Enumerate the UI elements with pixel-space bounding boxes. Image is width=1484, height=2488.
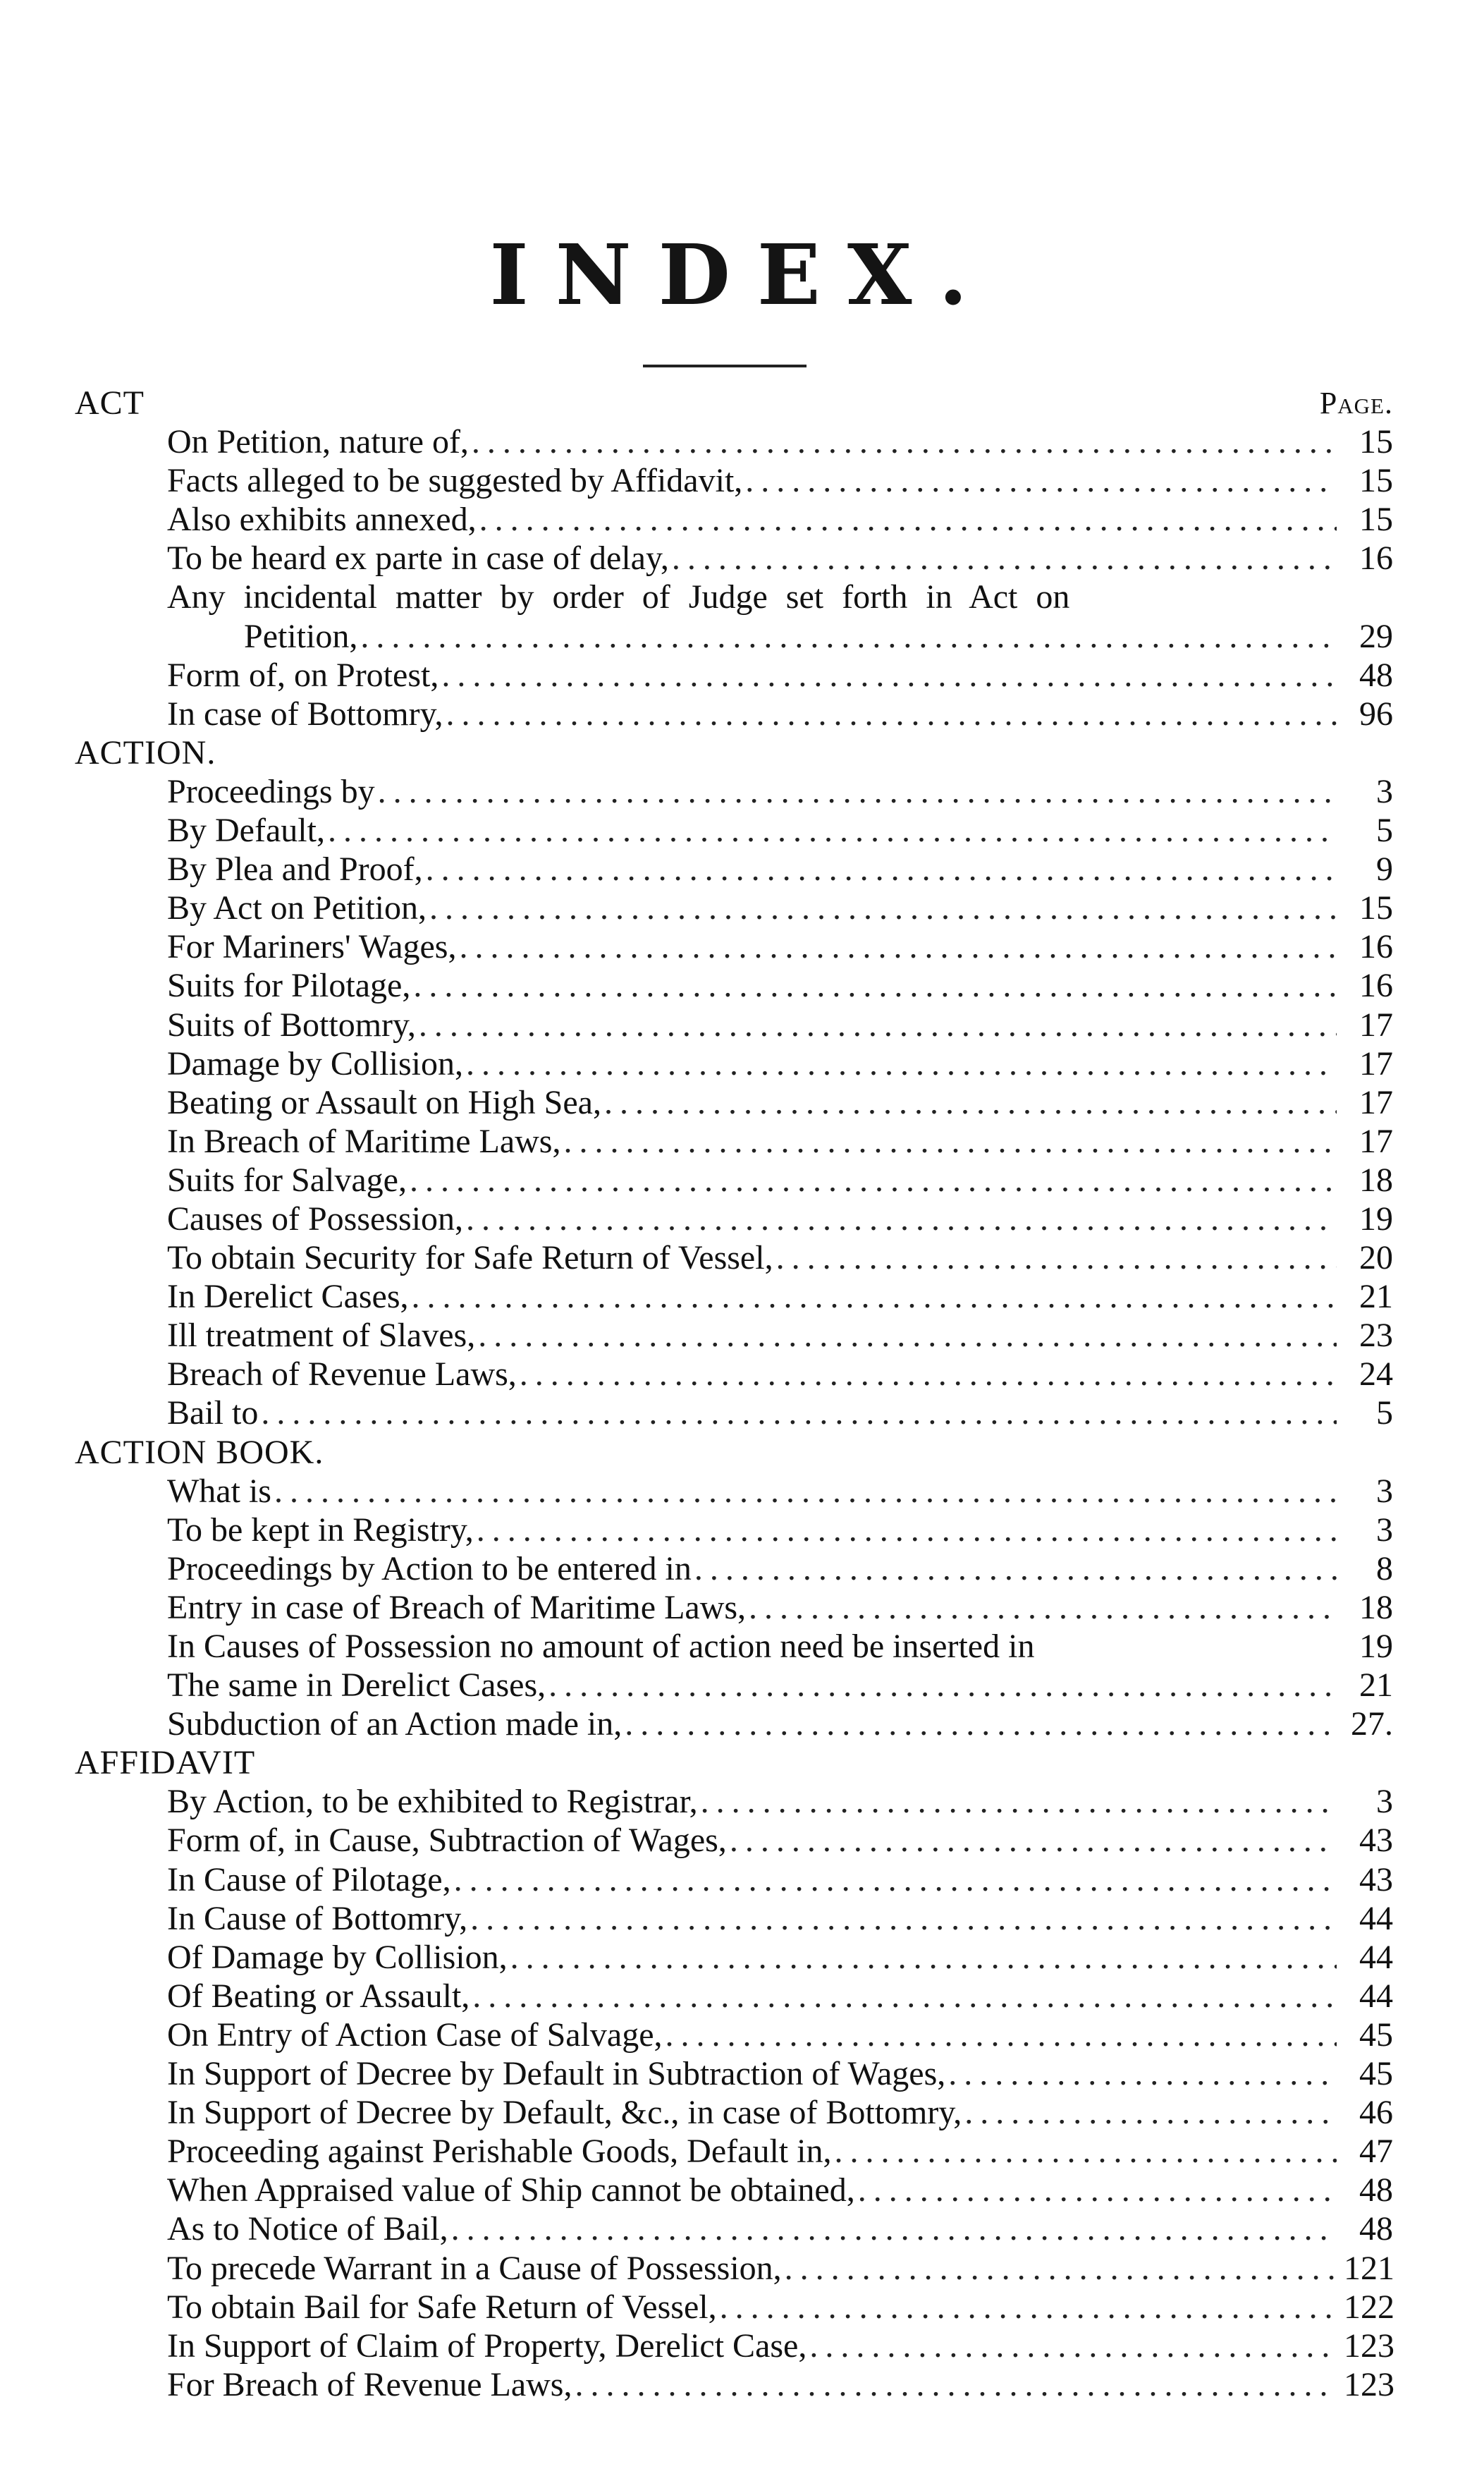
index-entry: [75, 1860, 1393, 1899]
index-entry: [75, 2093, 1393, 2132]
index-entry: [75, 1938, 1393, 1977]
dot-leader: [520, 1355, 1337, 1394]
dot-leader: [948, 2054, 1337, 2093]
index-entry: [75, 1588, 1393, 1627]
index-entry-page: 5: [1376, 1394, 1393, 1432]
index-entry-page: 20: [1359, 1239, 1393, 1277]
index-entry-label: Causes of Possession,: [167, 1200, 464, 1238]
index-entry-label: In Cause of Bottomry,: [167, 1899, 468, 1937]
index-entry-label: In Support of Decree by Default in Subtraction of Wages,: [167, 2055, 946, 2093]
index-entry: [75, 2288, 1393, 2327]
dot-leader: [858, 2171, 1337, 2209]
index-entry-label: To be kept in Registry,: [167, 1511, 474, 1549]
index-entry-label: By Default,: [167, 812, 325, 850]
index-entry-label: In Causes of Possession no amount of action need be inserted in: [167, 1628, 1035, 1665]
index-entry-label: Breach of Revenue Laws,: [167, 1355, 517, 1394]
dot-leader: [672, 539, 1337, 578]
dot-leader: [426, 850, 1337, 889]
index-entry-label: Form of, in Cause, Subtraction of Wages,: [167, 1822, 727, 1860]
index-entry: [75, 811, 1393, 850]
index-list: [75, 384, 1393, 2404]
index-entry: [75, 461, 1393, 500]
index-entry-label: Suits of Bottomry,: [167, 1006, 416, 1044]
index-entry: [75, 1782, 1393, 1821]
dot-leader: [454, 1860, 1337, 1899]
dot-leader: [412, 1277, 1337, 1316]
dot-leader: [575, 2365, 1337, 2404]
index-entry: [75, 500, 1393, 539]
dot-leader: [328, 811, 1337, 850]
index-entry-page: 3: [1376, 1511, 1393, 1549]
dot-leader: [834, 2132, 1337, 2171]
dot-leader: [261, 1394, 1337, 1432]
index-entry-page: 44: [1359, 1938, 1393, 1976]
index-entry-label: Suits for Pilotage,: [167, 967, 411, 1005]
index-entry: [75, 656, 1393, 695]
dot-leader: [563, 1122, 1337, 1161]
index-entry-label: In Derelict Cases,: [167, 1278, 409, 1316]
section-heading-text: ACT: [75, 384, 145, 422]
index-entry-label: For Breach of Revenue Laws,: [167, 2365, 572, 2403]
index-entry-page: 19: [1359, 1200, 1393, 1238]
index-entry: [75, 1899, 1393, 1938]
index-entry: [75, 1394, 1393, 1432]
index-entry: [75, 1666, 1393, 1705]
dot-leader: [548, 1666, 1337, 1705]
dot-leader: [419, 1006, 1337, 1044]
dot-leader: [745, 461, 1337, 500]
index-entry: [75, 1200, 1393, 1238]
index-entry-page: 15: [1359, 462, 1393, 500]
dot-leader: [466, 1200, 1337, 1238]
index-entry-page: 5: [1376, 812, 1393, 850]
section-heading-text: AFFIDAVIT: [75, 1744, 256, 1782]
index-entry-label: Damage by Collision,: [167, 1044, 463, 1083]
index-entry-label: Proceedings by Action to be entered in: [167, 1549, 692, 1587]
dot-leader: [785, 2249, 1337, 2288]
index-entry-label: Proceedings by: [167, 772, 375, 810]
index-entry: [75, 695, 1393, 733]
index-entry: [75, 617, 1393, 656]
index-entry-page: 48: [1359, 2210, 1393, 2248]
index-entry-page: 3: [1376, 772, 1393, 810]
index-entry-page: 96: [1359, 695, 1393, 733]
index-entry: [75, 850, 1393, 889]
index-entry: [75, 2249, 1393, 2288]
index-entry-page: 19: [1359, 1628, 1393, 1665]
index-entry-page: 45: [1359, 2016, 1393, 2054]
section-heading: [75, 384, 1393, 422]
index-entry-label: For Mariners' Wages,: [167, 928, 457, 966]
index-entry-label: As to Notice of Bail,: [167, 2210, 448, 2248]
index-entry-page: 16: [1359, 928, 1393, 966]
index-entry-page: 48: [1359, 656, 1393, 694]
index-entry-label: Subduction of an Action made in,: [167, 1705, 623, 1743]
dot-leader: [701, 1782, 1337, 1821]
index-entry-page: 21: [1359, 1278, 1393, 1316]
dot-leader: [466, 1044, 1337, 1083]
index-entry: [75, 1472, 1393, 1511]
dot-leader: [378, 772, 1337, 811]
section-heading-text: ACTION BOOK.: [75, 1433, 324, 1471]
index-entry-page: 18: [1359, 1161, 1393, 1199]
index-entry: [75, 1511, 1393, 1549]
index-entry-page: 123: [1344, 2327, 1394, 2365]
dot-leader: [451, 2209, 1337, 2248]
index-entry-label: Of Beating or Assault,: [167, 1977, 470, 2015]
section-heading: [75, 1743, 1393, 1782]
index-entry-page: 21: [1359, 1666, 1393, 1705]
index-entry-label: Ill treatment of Slaves,: [167, 1317, 476, 1355]
index-entry: [75, 1083, 1393, 1122]
index-entry-page: 24: [1359, 1355, 1393, 1394]
index-entry-label: Of Damage by Collision,: [167, 1938, 508, 1976]
dot-leader: [964, 2093, 1337, 2132]
index-entry-page: 17: [1359, 1044, 1393, 1083]
dot-leader: [720, 2288, 1337, 2327]
index-entry-label: The same in Derelict Cases,: [167, 1666, 546, 1705]
section-heading-text: ACTION.: [75, 733, 216, 772]
dot-leader: [694, 1549, 1337, 1588]
index-entry: [75, 772, 1393, 811]
index-entry-page: 15: [1359, 423, 1393, 461]
index-entry-label: Beating or Assault on High Sea,: [167, 1083, 601, 1121]
index-entry-label: By Plea and Proof,: [167, 850, 423, 889]
index-entry-page: 15: [1359, 501, 1393, 539]
title-rule: [643, 365, 807, 367]
dot-leader: [472, 422, 1337, 461]
index-entry-page: 17: [1359, 1122, 1393, 1160]
index-entry-page: 18: [1359, 1588, 1393, 1626]
index-entry-label: Form of, on Protest,: [167, 656, 439, 694]
index-entry: [75, 2171, 1393, 2209]
index-entry-label: In Support of Claim of Property, Derelict Case,: [167, 2327, 807, 2365]
index-entry-page: 43: [1359, 1822, 1393, 1860]
index-entry-page: 45: [1359, 2055, 1393, 2093]
index-entry-label: In Support of Decree by Default, &c., in case of Bottomry,: [167, 2094, 962, 2132]
dot-leader: [625, 1705, 1337, 1743]
index-entry: [75, 1977, 1393, 2016]
dot-leader: [274, 1472, 1337, 1511]
index-entry-page: 15: [1359, 889, 1393, 927]
index-entry-label: Bail to: [167, 1394, 259, 1432]
index-entry-label: To be heard ex parte in case of delay,: [167, 539, 669, 578]
index-entry: [75, 2365, 1393, 2404]
index-entry-label: Entry in case of Breach of Maritime Laws,: [167, 1588, 747, 1626]
index-entry-label: By Act on Petition,: [167, 889, 427, 927]
index-entry: [75, 1122, 1393, 1161]
index-entry: [75, 1044, 1393, 1083]
index-entry-page: 27.: [1351, 1705, 1393, 1743]
index-entry-label: In Cause of Pilotage,: [167, 1860, 451, 1898]
index-entry-label: Suits for Salvage,: [167, 1161, 407, 1199]
dot-leader: [666, 2016, 1337, 2054]
index-entry: [75, 1821, 1393, 1860]
index-entry-page: 17: [1359, 1006, 1393, 1044]
index-entry-label: When Appraised value of Ship cannot be obtained,: [167, 2171, 855, 2209]
index-entry-label: To obtain Security for Safe Return of Vessel,: [167, 1239, 773, 1277]
index-entry-page: 44: [1359, 1977, 1393, 2015]
dot-leader: [441, 656, 1337, 695]
index-entry-first-line: Any incidental matter by order of Judge set forth in Act on: [167, 578, 1070, 616]
dot-leader: [413, 966, 1337, 1005]
index-entry-page: 44: [1359, 1899, 1393, 1937]
dot-leader: [604, 1083, 1337, 1122]
index-entry: [75, 1549, 1393, 1588]
dot-leader: [410, 1161, 1337, 1200]
index-entry-page: 47: [1359, 2133, 1393, 2171]
index-entry-page: 9: [1376, 850, 1393, 889]
index-entry-page: 8: [1376, 1549, 1393, 1587]
index-entry-label: Also exhibits annexed,: [167, 501, 477, 539]
index-entry: [75, 1705, 1393, 1743]
index-entry-label: On Petition, nature of,: [167, 423, 469, 461]
index-entry-label: In case of Bottomry,: [167, 695, 443, 733]
index-entry: [75, 1006, 1393, 1044]
index-entry-page: 123: [1344, 2365, 1394, 2403]
index-entry: [75, 927, 1393, 966]
dot-leader: [510, 1938, 1337, 1977]
index-entry-label: To obtain Bail for Safe Return of Vessel,: [167, 2288, 717, 2326]
index-entry: [75, 889, 1393, 927]
index-entry-page: 17: [1359, 1083, 1393, 1121]
index-entry: [75, 1238, 1393, 1277]
index-entry-page: 23: [1359, 1317, 1393, 1355]
index-entry: [75, 1627, 1393, 1666]
index-entry-label: To precede Warrant in a Cause of Possession,: [167, 2249, 782, 2287]
index-entry-label: Petition,: [244, 617, 358, 655]
dot-leader: [446, 695, 1337, 733]
index-entry: [75, 539, 1393, 578]
dot-leader: [477, 1511, 1337, 1549]
dot-leader: [730, 1821, 1337, 1860]
index-entry-page: 16: [1359, 967, 1393, 1005]
section-heading: [75, 733, 1393, 772]
index-entry: [75, 1316, 1393, 1355]
dot-leader: [470, 1899, 1337, 1938]
index-entry-label: In Breach of Maritime Laws,: [167, 1122, 561, 1160]
index-entry: [75, 2016, 1393, 2054]
dot-leader: [479, 500, 1337, 539]
index-entry: [75, 2327, 1393, 2365]
index-entry-label: On Entry of Action Case of Salvage,: [167, 2016, 663, 2054]
index-entry: [75, 1161, 1393, 1200]
index-entry-page: 121: [1344, 2249, 1394, 2287]
index-entry: [75, 2209, 1393, 2248]
section-heading: [75, 1433, 1393, 1472]
index-entry-label: By Action, to be exhibited to Registrar,: [167, 1783, 698, 1821]
index-entry-page: 43: [1359, 1860, 1393, 1898]
index-entry-page: 3: [1376, 1783, 1393, 1821]
page-title: INDEX.: [489, 226, 995, 324]
index-entry: [75, 2054, 1393, 2093]
index-entry-label: Facts alleged to be suggested by Affidavit,: [167, 462, 743, 500]
index-entry-label: Proceeding against Perishable Goods, Default in,: [167, 2133, 832, 2171]
index-entry-page: 16: [1359, 539, 1393, 578]
index-entry-page: 3: [1376, 1472, 1393, 1510]
dot-leader: [360, 617, 1337, 656]
index-entry: [75, 2132, 1393, 2171]
dot-leader: [776, 1238, 1337, 1277]
page-column-header: Page.: [1319, 386, 1393, 420]
dot-leader: [459, 927, 1337, 966]
index-entry-page: 29: [1359, 617, 1393, 655]
index-entry: [75, 966, 1393, 1005]
dot-leader: [472, 1977, 1337, 2016]
dot-leader: [749, 1588, 1337, 1627]
index-entry: [75, 1277, 1393, 1316]
index-entry-page: 46: [1359, 2094, 1393, 2132]
index-entry-label: What is: [167, 1472, 271, 1510]
index-entry: [75, 422, 1393, 461]
index-entry: [75, 1355, 1393, 1394]
dot-leader: [429, 889, 1337, 927]
index-entry-page: 48: [1359, 2171, 1393, 2209]
index-entry-page: 122: [1344, 2288, 1394, 2326]
dot-leader: [809, 2327, 1337, 2365]
dot-leader: [478, 1316, 1337, 1355]
